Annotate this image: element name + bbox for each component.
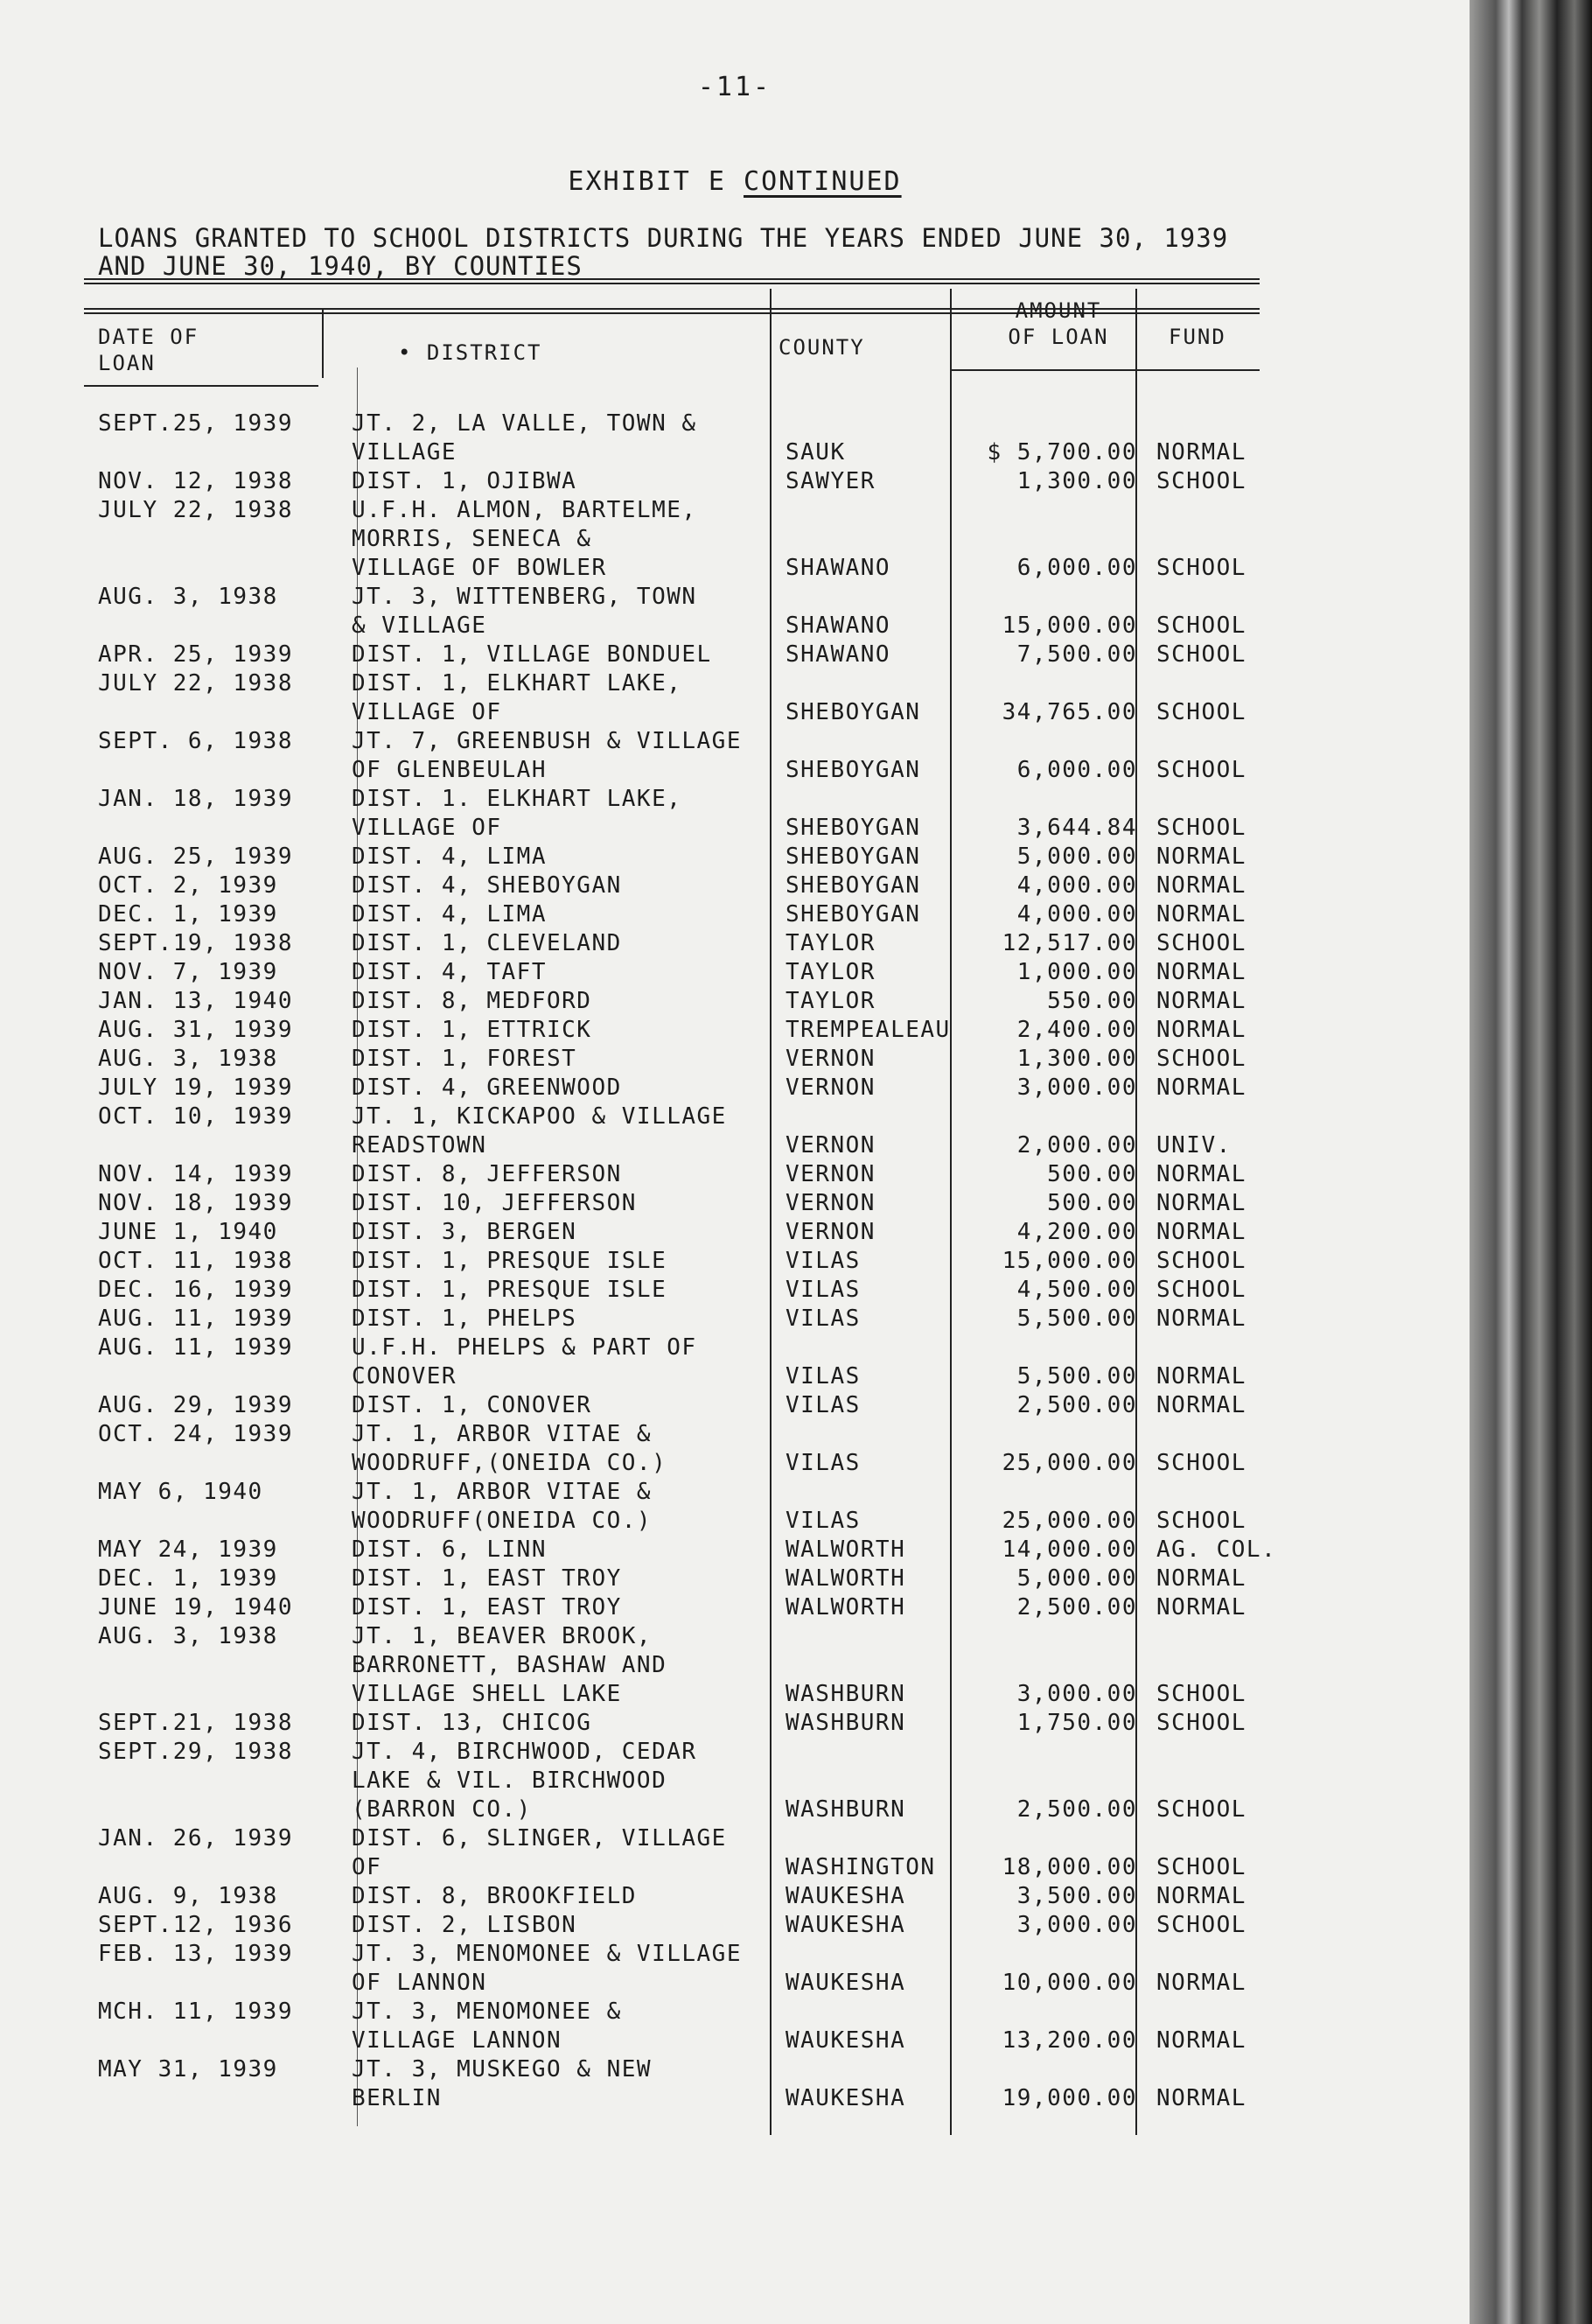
amount-cell: 3,000.00 <box>1016 1074 1137 1101</box>
district-line: VILLAGE <box>352 439 457 466</box>
table-row <box>0 1045 1470 1072</box>
table-row <box>0 467 1470 494</box>
loan-date: MCH. 11, 1939 <box>98 1998 293 2025</box>
loan-date: MAY 24, 1939 <box>98 1536 278 1563</box>
amount-cell: 2,000.00 <box>1016 1132 1137 1158</box>
district-line: VILLAGE OF <box>352 699 502 725</box>
table-row <box>0 785 1470 841</box>
county-cell: TREMPEALEAU <box>786 1017 951 1043</box>
table-row <box>0 1305 1470 1332</box>
loan-date: MAY 6, 1940 <box>98 1479 263 1505</box>
loan-date: JUNE 1, 1940 <box>98 1219 278 1245</box>
header-amount-line-1: AMOUNT <box>1015 298 1102 323</box>
fund-cell: SCHOOL <box>1156 1912 1246 1938</box>
district-line: DIST. 1, PHELPS <box>352 1306 577 1332</box>
district-line: DIST. 6, SLINGER, VILLAGE <box>352 1825 727 1852</box>
loan-date: JULY 22, 1938 <box>98 497 293 523</box>
county-cell: VERNON <box>786 1074 876 1101</box>
county-cell: SHAWANO <box>786 641 891 668</box>
amount-cell: 1,000.00 <box>1016 959 1137 985</box>
loan-date: SEPT.12, 1936 <box>98 1912 293 1938</box>
fund-cell: SCHOOL <box>1156 699 1246 725</box>
fund-cell: SCHOOL <box>1156 815 1246 841</box>
amount-cell: 550.00 <box>1047 988 1137 1014</box>
fund-cell: NORMAL <box>1156 1219 1246 1245</box>
amount-cell: 1,750.00 <box>1016 1710 1137 1736</box>
county-cell: VILAS <box>786 1306 861 1332</box>
fund-cell: NORMAL <box>1156 959 1246 985</box>
district-line: DIST. 4, TAFT <box>352 959 547 985</box>
loan-date: AUG. 11, 1939 <box>98 1334 293 1361</box>
table-row <box>0 727 1470 783</box>
loan-date: SEPT.19, 1938 <box>98 930 293 956</box>
loan-date: DEC. 1, 1939 <box>98 1565 278 1592</box>
loan-date: OCT. 11, 1938 <box>98 1248 293 1274</box>
loan-date: SEPT. 6, 1938 <box>98 728 293 754</box>
district-line: OF LANNON <box>352 1970 487 1996</box>
county-cell: WAUKESHA <box>786 2027 906 2054</box>
fund-cell: SCHOOL <box>1156 1450 1246 1476</box>
loan-date: NOV. 14, 1939 <box>98 1161 293 1187</box>
county-cell: SHEBOYGAN <box>786 901 921 928</box>
district-line: MORRIS, SENECA & <box>352 526 592 552</box>
county-cell: WASHBURN <box>786 1681 906 1707</box>
county-cell: VILAS <box>786 1363 861 1390</box>
table-row <box>0 2055 1470 2111</box>
fund-cell: NORMAL <box>1156 901 1246 928</box>
district-line: U.F.H. PHELPS & PART OF <box>352 1334 697 1361</box>
amount-cell: 4,500.00 <box>1016 1277 1137 1303</box>
table-row <box>0 1391 1470 1418</box>
amount-cell: 2,500.00 <box>1016 1796 1137 1823</box>
table-row <box>0 640 1470 668</box>
district-line: DIST. 4, SHEBOYGAN <box>352 872 622 899</box>
amount-cell: $ 5,700.00 <box>987 439 1137 466</box>
district-line: DIST. 4, LIMA <box>352 844 547 870</box>
table-row <box>0 583 1470 639</box>
amount-cell: 4,000.00 <box>1016 872 1137 899</box>
district-line: VILLAGE LANNON <box>352 2027 562 2054</box>
header-date-line-1: DATE OF <box>98 325 199 349</box>
county-cell: SHEBOYGAN <box>786 872 921 899</box>
district-line: DIST. 8, MEDFORD <box>352 988 592 1014</box>
county-cell: WASHINGTON <box>786 1854 936 1880</box>
loan-date: NOV. 12, 1938 <box>98 468 293 494</box>
district-line: DIST. 10, JEFFERSON <box>352 1190 637 1216</box>
amount-cell: 3,644.84 <box>1016 815 1137 841</box>
district-line: JT. 1, ARBOR VITAE & <box>352 1479 653 1505</box>
loan-date: SEPT.21, 1938 <box>98 1710 293 1736</box>
amount-cell: 6,000.00 <box>1016 757 1137 783</box>
amount-cell: 6,000.00 <box>1016 555 1137 581</box>
table-row <box>0 1420 1470 1476</box>
county-cell: SHEBOYGAN <box>786 844 921 870</box>
district-line: DIST. 1, ELKHART LAKE, <box>352 670 682 696</box>
county-cell: TAYLOR <box>786 959 876 985</box>
fund-cell: NORMAL <box>1156 1970 1246 1996</box>
table-row <box>0 872 1470 899</box>
amount-cell: 15,000.00 <box>1002 1248 1137 1274</box>
amount-cell: 15,000.00 <box>1002 612 1137 639</box>
amount-cell: 500.00 <box>1047 1190 1137 1216</box>
amount-cell: 5,000.00 <box>1016 844 1137 870</box>
table-row <box>0 410 1470 466</box>
county-cell: VERNON <box>786 1046 876 1072</box>
district-line: WOODRUFF(ONEIDA CO.) <box>352 1508 653 1534</box>
amount-cell: 7,500.00 <box>1016 641 1137 668</box>
table-row <box>0 843 1470 870</box>
amount-cell: 4,000.00 <box>1016 901 1137 928</box>
amount-cell: 13,200.00 <box>1002 2027 1137 2054</box>
loan-date: AUG. 25, 1939 <box>98 844 293 870</box>
loan-date: AUG. 11, 1939 <box>98 1306 293 1332</box>
loan-date: OCT. 10, 1939 <box>98 1103 293 1130</box>
caption-line-1: LOANS GRANTED TO SCHOOL DISTRICTS DURING THE YEARS ENDED JUNE 30, 1939 <box>98 223 1229 253</box>
district-line: LAKE & VIL. BIRCHWOOD <box>352 1768 667 1794</box>
fund-cell: SCHOOL <box>1156 930 1246 956</box>
district-line: JT. 1, BEAVER BROOK, <box>352 1623 653 1649</box>
district-line: JT. 3, MUSKEGO & NEW <box>352 2056 653 2082</box>
table-row <box>0 900 1470 928</box>
amount-cell: 12,517.00 <box>1002 930 1137 956</box>
exhibit-title-prefix: EXHIBIT E <box>568 166 744 197</box>
amount-cell: 2,500.00 <box>1016 1594 1137 1620</box>
table-row <box>0 1016 1470 1043</box>
table-row <box>0 1998 1470 2054</box>
fund-cell: AG. COL. <box>1156 1536 1277 1563</box>
county-cell: TAYLOR <box>786 988 876 1014</box>
amount-cell: 3,500.00 <box>1016 1883 1137 1909</box>
district-line: BERLIN <box>352 2085 442 2111</box>
fund-cell: NORMAL <box>1156 1306 1246 1332</box>
district-line: BARRONETT, BASHAW AND <box>352 1652 667 1678</box>
district-line: VILLAGE OF <box>352 815 502 841</box>
fund-cell: SCHOOL <box>1156 1681 1246 1707</box>
fund-cell: NORMAL <box>1156 1392 1246 1418</box>
loan-date: JULY 19, 1939 <box>98 1074 293 1101</box>
loan-date: NOV. 18, 1939 <box>98 1190 293 1216</box>
loan-date: OCT. 24, 1939 <box>98 1421 293 1447</box>
loan-date: SEPT.29, 1938 <box>98 1739 293 1765</box>
table-row <box>0 1911 1470 1938</box>
loan-date: OCT. 2, 1939 <box>98 872 278 899</box>
header-district: • DISTRICT <box>398 340 542 365</box>
fund-cell: SCHOOL <box>1156 468 1246 494</box>
table-row <box>0 1622 1470 1707</box>
fund-cell: SCHOOL <box>1156 1248 1246 1274</box>
district-line: DIST. 8, JEFFERSON <box>352 1161 622 1187</box>
table-row <box>0 1738 1470 1823</box>
district-line: JT. 3, MENOMONEE & <box>352 1998 622 2025</box>
fund-cell: NORMAL <box>1156 1161 1246 1187</box>
county-cell: WAUKESHA <box>786 1883 906 1909</box>
amount-cell: 18,000.00 <box>1002 1854 1137 1880</box>
loan-date: JULY 22, 1938 <box>98 670 293 696</box>
fund-cell: NORMAL <box>1156 844 1246 870</box>
county-cell: TAYLOR <box>786 930 876 956</box>
county-cell: VILAS <box>786 1508 861 1534</box>
district-line: JT. 2, LA VALLE, TOWN & <box>352 410 697 437</box>
caption-line-2: AND JUNE 30, 1940, BY COUNTIES <box>98 251 583 281</box>
amount-cell: 1,300.00 <box>1016 468 1137 494</box>
amount-cell: 500.00 <box>1047 1161 1137 1187</box>
loan-date: AUG. 3, 1938 <box>98 1046 278 1072</box>
fund-cell: NORMAL <box>1156 1883 1246 1909</box>
county-cell: VERNON <box>786 1161 876 1187</box>
district-line: WOODRUFF,(ONEIDA CO.) <box>352 1450 667 1476</box>
county-cell: VERNON <box>786 1190 876 1216</box>
loan-date: AUG. 29, 1939 <box>98 1392 293 1418</box>
county-cell: SAWYER <box>786 468 876 494</box>
table-row <box>0 1160 1470 1187</box>
table-row <box>0 1247 1470 1274</box>
fund-cell: SCHOOL <box>1156 555 1246 581</box>
district-line: DIST. 1. ELKHART LAKE, <box>352 786 682 812</box>
table-row <box>0 496 1470 581</box>
table-row <box>0 1218 1470 1245</box>
county-cell: VILAS <box>786 1277 861 1303</box>
district-line: DIST. 1, CLEVELAND <box>352 930 622 956</box>
loan-date: AUG. 9, 1938 <box>98 1883 278 1909</box>
district-line: CONOVER <box>352 1363 457 1390</box>
district-line: DIST. 1, VILLAGE BONDUEL <box>352 641 712 668</box>
county-cell: WALWORTH <box>786 1565 906 1592</box>
district-line: OF <box>352 1854 382 1880</box>
fund-cell: NORMAL <box>1156 1074 1246 1101</box>
fund-cell: NORMAL <box>1156 1190 1246 1216</box>
fund-cell: SCHOOL <box>1156 641 1246 668</box>
fund-cell: SCHOOL <box>1156 1796 1246 1823</box>
amount-cell: 2,500.00 <box>1016 1392 1137 1418</box>
table-row <box>0 669 1470 725</box>
district-line: JT. 3, MENOMONEE & VILLAGE <box>352 1941 742 1967</box>
fund-cell: SCHOOL <box>1156 1046 1246 1072</box>
amount-cell: 3,000.00 <box>1016 1912 1137 1938</box>
district-line: DIST. 8, BROOKFIELD <box>352 1883 637 1909</box>
county-cell: WASHBURN <box>786 1710 906 1736</box>
fund-cell: SCHOOL <box>1156 1710 1246 1736</box>
district-line: DIST. 13, CHICOG <box>352 1710 592 1736</box>
amount-cell: 34,765.00 <box>1002 699 1137 725</box>
header-county: COUNTY <box>779 335 865 360</box>
header-amount-line-2: OF LOAN <box>1008 325 1109 349</box>
fund-cell: UNIV. <box>1156 1132 1232 1158</box>
district-line: JT. 7, GREENBUSH & VILLAGE <box>352 728 742 754</box>
district-line: DIST. 1, ETTRICK <box>352 1017 592 1043</box>
table-row <box>0 1824 1470 1880</box>
fund-cell: NORMAL <box>1156 439 1246 466</box>
fund-cell: SCHOOL <box>1156 1277 1246 1303</box>
loan-date: AUG. 3, 1938 <box>98 1623 278 1649</box>
district-line: U.F.H. ALMON, BARTELME, <box>352 497 697 523</box>
loan-date: AUG. 31, 1939 <box>98 1017 293 1043</box>
loan-date: JAN. 18, 1939 <box>98 786 293 812</box>
county-cell: VILAS <box>786 1392 861 1418</box>
loan-date: SEPT.25, 1939 <box>98 410 293 437</box>
district-line: (BARRON CO.) <box>352 1796 532 1823</box>
county-cell: SHEBOYGAN <box>786 815 921 841</box>
county-cell: SHEBOYGAN <box>786 757 921 783</box>
header-fund: FUND <box>1169 325 1226 349</box>
fund-cell: NORMAL <box>1156 1565 1246 1592</box>
page-number: -11- <box>697 72 772 102</box>
fund-cell: NORMAL <box>1156 988 1246 1014</box>
county-cell: WAUKESHA <box>786 1912 906 1938</box>
district-line: DIST. 1, OJIBWA <box>352 468 577 494</box>
amount-cell: 4,200.00 <box>1016 1219 1137 1245</box>
county-cell: SHEBOYGAN <box>786 699 921 725</box>
exhibit-title-continued: CONTINUED <box>744 166 902 197</box>
amount-cell: 14,000.00 <box>1002 1536 1137 1563</box>
district-line: JT. 1, ARBOR VITAE & <box>352 1421 653 1447</box>
table-row <box>0 1564 1470 1592</box>
table-row <box>0 1536 1470 1563</box>
fund-cell: SCHOOL <box>1156 1854 1246 1880</box>
district-line: JT. 1, KICKAPOO & VILLAGE <box>352 1103 727 1130</box>
amount-cell: 2,400.00 <box>1016 1017 1137 1043</box>
amount-cell: 3,000.00 <box>1016 1681 1137 1707</box>
district-line: DIST. 6, LINN <box>352 1536 547 1563</box>
fund-cell: NORMAL <box>1156 872 1246 899</box>
district-line: DIST. 1, EAST TROY <box>352 1594 622 1620</box>
county-cell: WAUKESHA <box>786 1970 906 1996</box>
county-cell: WALWORTH <box>786 1594 906 1620</box>
fund-cell: NORMAL <box>1156 1363 1246 1390</box>
county-cell: SHAWANO <box>786 555 891 581</box>
county-cell: WALWORTH <box>786 1536 906 1563</box>
county-cell: WAUKESHA <box>786 2085 906 2111</box>
county-cell: SAUK <box>786 439 846 466</box>
fund-cell: SCHOOL <box>1156 757 1246 783</box>
district-line: READSTOWN <box>352 1132 487 1158</box>
table-row <box>0 1709 1470 1736</box>
loan-date: JAN. 13, 1940 <box>98 988 293 1014</box>
loan-date: APR. 25, 1939 <box>98 641 293 668</box>
loan-date: JAN. 26, 1939 <box>98 1825 293 1852</box>
amount-cell: 25,000.00 <box>1002 1508 1137 1534</box>
district-line: JT. 3, WITTENBERG, TOWN <box>352 584 697 610</box>
district-line: VILLAGE SHELL LAKE <box>352 1681 622 1707</box>
district-line: DIST. 4, LIMA <box>352 901 547 928</box>
table-row <box>0 1074 1470 1101</box>
district-line: DIST. 1, EAST TROY <box>352 1565 622 1592</box>
loan-date: FEB. 13, 1939 <box>98 1941 293 1967</box>
district-line: DIST. 3, BERGEN <box>352 1219 577 1245</box>
loan-date: JUNE 19, 1940 <box>98 1594 293 1620</box>
district-line: DIST. 1, CONOVER <box>352 1392 592 1418</box>
table-row <box>0 1478 1470 1534</box>
table-row <box>0 1276 1470 1303</box>
table-row <box>0 1334 1470 1390</box>
table-row <box>0 1882 1470 1909</box>
district-line: & VILLAGE <box>352 612 487 639</box>
district-line: VILLAGE OF BOWLER <box>352 555 607 581</box>
fund-cell: SCHOOL <box>1156 612 1246 639</box>
county-cell: SHAWANO <box>786 612 891 639</box>
district-line: DIST. 1, FOREST <box>352 1046 577 1072</box>
table-row <box>0 1940 1470 1996</box>
amount-cell: 25,000.00 <box>1002 1450 1137 1476</box>
amount-cell: 1,300.00 <box>1016 1046 1137 1072</box>
county-cell: VILAS <box>786 1450 861 1476</box>
district-line: DIST. 1, PRESQUE ISLE <box>352 1277 667 1303</box>
county-cell: WASHBURN <box>786 1796 906 1823</box>
table-row <box>0 1593 1470 1620</box>
table-row <box>0 987 1470 1014</box>
loan-date: DEC. 16, 1939 <box>98 1277 293 1303</box>
header-date-line-2: LOAN <box>98 351 156 375</box>
district-line: DIST. 4, GREENWOOD <box>352 1074 622 1101</box>
district-line: DIST. 2, LISBON <box>352 1912 577 1938</box>
district-line: JT. 4, BIRCHWOOD, CEDAR <box>352 1739 697 1765</box>
county-cell: VERNON <box>786 1219 876 1245</box>
table-row <box>0 1102 1470 1158</box>
county-cell: VILAS <box>786 1248 861 1274</box>
amount-cell: 5,500.00 <box>1016 1363 1137 1390</box>
loan-date: DEC. 1, 1939 <box>98 901 278 928</box>
amount-cell: 10,000.00 <box>1002 1970 1137 1996</box>
fund-cell: NORMAL <box>1156 1017 1246 1043</box>
amount-cell: 19,000.00 <box>1002 2085 1137 2111</box>
table-row <box>0 929 1470 956</box>
fund-cell: SCHOOL <box>1156 1508 1246 1534</box>
loan-date: NOV. 7, 1939 <box>98 959 278 985</box>
district-line: DIST. 1, PRESQUE ISLE <box>352 1248 667 1274</box>
table-row <box>0 958 1470 985</box>
fund-cell: NORMAL <box>1156 2085 1246 2111</box>
loan-date: AUG. 3, 1938 <box>98 584 278 610</box>
county-cell: VERNON <box>786 1132 876 1158</box>
fund-cell: NORMAL <box>1156 2027 1246 2054</box>
amount-cell: 5,500.00 <box>1016 1306 1137 1332</box>
amount-cell: 5,000.00 <box>1016 1565 1137 1592</box>
loan-date: MAY 31, 1939 <box>98 2056 278 2082</box>
book-page-edges <box>1470 0 1592 2324</box>
table-row <box>0 1189 1470 1216</box>
district-line: OF GLENBEULAH <box>352 757 547 783</box>
fund-cell: NORMAL <box>1156 1594 1246 1620</box>
